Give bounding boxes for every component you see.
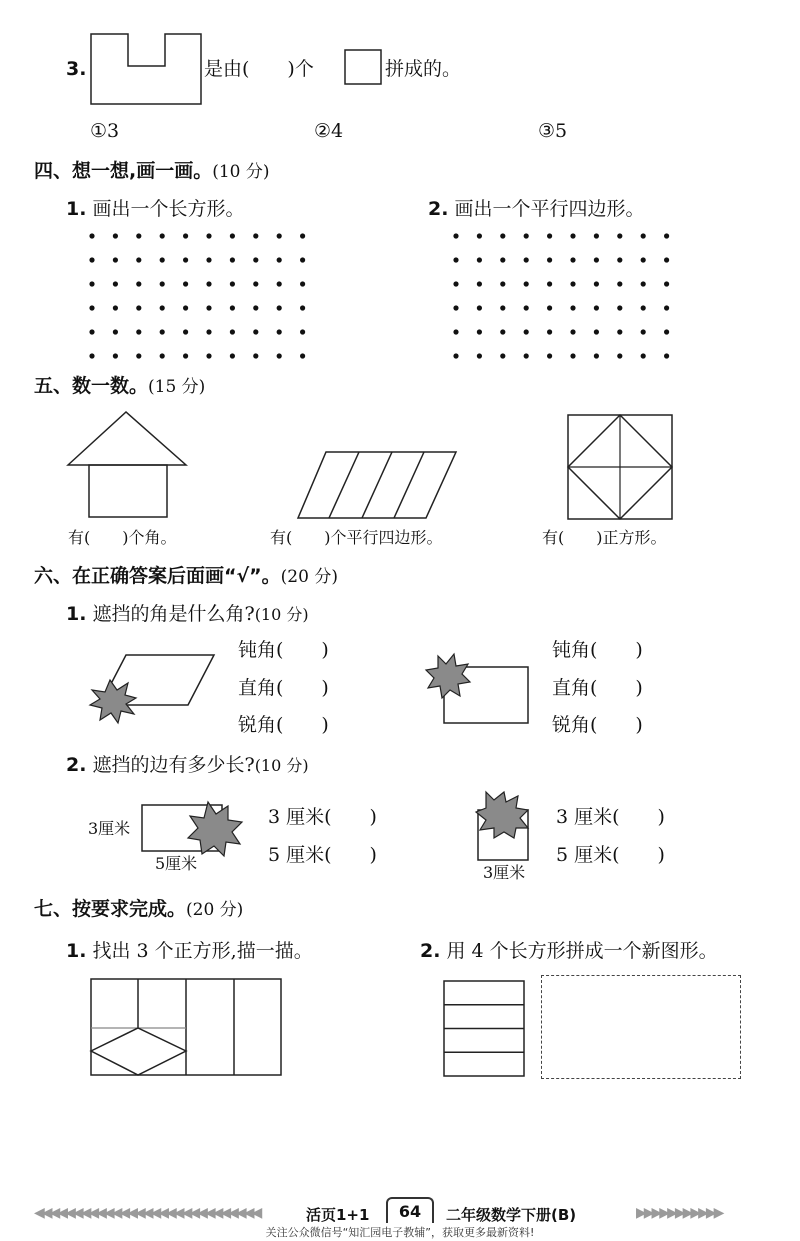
footer-bar bbox=[0, 1203, 800, 1225]
dot-grid-left[interactable] bbox=[84, 228, 314, 362]
grid-dot bbox=[183, 305, 188, 310]
grid-dot bbox=[300, 257, 305, 262]
grid-dot bbox=[524, 329, 529, 334]
q3-u-shape-figure bbox=[90, 33, 202, 105]
grid-dot bbox=[641, 329, 646, 334]
grid-dot bbox=[230, 305, 235, 310]
grid-dot bbox=[664, 305, 669, 310]
grid-dot bbox=[136, 305, 141, 310]
footer-chevrons-left-icon: ◀◀◀◀◀◀◀◀◀◀◀◀◀◀◀◀◀◀◀◀◀◀◀◀◀◀◀◀◀ bbox=[34, 1205, 260, 1221]
grid-dot bbox=[477, 233, 482, 238]
grid-dot bbox=[500, 329, 505, 334]
section4-title: 四、想一想,画一画。 bbox=[34, 160, 213, 182]
grid-dot bbox=[206, 233, 211, 238]
grid-dot bbox=[641, 257, 646, 262]
grid-dot bbox=[641, 353, 646, 358]
grid-dot bbox=[477, 329, 482, 334]
grid-dot bbox=[453, 257, 458, 262]
burst-cover-length-left bbox=[188, 802, 242, 856]
grid-dot bbox=[524, 281, 529, 286]
burst-cover-length-right bbox=[476, 792, 528, 838]
grid-dot bbox=[547, 329, 552, 334]
grid-dot bbox=[617, 233, 622, 238]
section6-q1-number: 1. bbox=[66, 603, 87, 625]
grid-dot bbox=[277, 257, 282, 262]
footer-note: 关注公众微信号“知汇园电子教辅”，获取更多最新资料! bbox=[265, 1226, 535, 1239]
grid-dot bbox=[617, 257, 622, 262]
grid-dot bbox=[136, 329, 141, 334]
grid-dot bbox=[277, 353, 282, 358]
grid-dot bbox=[206, 329, 211, 334]
grid-dot bbox=[113, 305, 118, 310]
section6-q2-left-choice-3cm[interactable]: 3 厘米( ) bbox=[268, 806, 377, 828]
grid-dot bbox=[477, 257, 482, 262]
grid-dot bbox=[453, 329, 458, 334]
grid-dot bbox=[664, 281, 669, 286]
grid-dot bbox=[664, 329, 669, 334]
house-figure bbox=[66, 410, 190, 520]
grid-dot bbox=[183, 353, 188, 358]
section7-q1-text: 找出 3 个正方形,描一描。 bbox=[92, 940, 313, 962]
find-squares-figure[interactable] bbox=[90, 978, 284, 1078]
grid-dot bbox=[594, 305, 599, 310]
grid-dot bbox=[206, 305, 211, 310]
grid-dot bbox=[500, 233, 505, 238]
grid-dot bbox=[89, 257, 94, 262]
grid-dot bbox=[617, 281, 622, 286]
grid-dot bbox=[230, 329, 235, 334]
section6-q1-right-choice-obtuse[interactable]: 钝角( ) bbox=[552, 639, 643, 661]
grid-dot bbox=[230, 257, 235, 262]
grid-dot bbox=[253, 305, 258, 310]
grid-dot bbox=[113, 233, 118, 238]
length-figure-rectangle bbox=[140, 800, 244, 860]
grid-dot bbox=[253, 329, 258, 334]
section6-q1-right-choice-right[interactable]: 直角( ) bbox=[552, 677, 643, 699]
grid-dot bbox=[664, 233, 669, 238]
q3-option-1: ①3 bbox=[90, 120, 120, 142]
grid-dot bbox=[277, 281, 282, 286]
grid-dot bbox=[453, 353, 458, 358]
grid-dot bbox=[524, 257, 529, 262]
grid-dot bbox=[183, 329, 188, 334]
section4-q1-number: 1. bbox=[66, 198, 87, 220]
grid-dot bbox=[524, 353, 529, 358]
q3-number: 3. bbox=[66, 58, 87, 80]
section6-q1-points: (10 分) bbox=[254, 605, 309, 624]
section7-heading bbox=[34, 900, 243, 919]
grid-dot bbox=[547, 305, 552, 310]
section5-caption-angles: 有( )个角。 bbox=[68, 528, 177, 547]
grid-dot bbox=[89, 281, 94, 286]
grid-dot bbox=[594, 353, 599, 358]
q3-unit-square bbox=[344, 49, 382, 85]
grid-dot bbox=[547, 257, 552, 262]
section7-q1 bbox=[66, 942, 313, 961]
section4-heading bbox=[34, 162, 270, 181]
section6-heading bbox=[34, 567, 338, 586]
section6-q1 bbox=[66, 605, 309, 624]
section6-q1-left-choice-obtuse[interactable]: 钝角( ) bbox=[238, 639, 329, 661]
grid-dot bbox=[664, 257, 669, 262]
grid-dot bbox=[300, 353, 305, 358]
section6-q2 bbox=[66, 756, 309, 775]
grid-dot bbox=[136, 353, 141, 358]
grid-dot bbox=[547, 281, 552, 286]
drawing-area-dashed[interactable] bbox=[541, 975, 741, 1079]
grid-dot bbox=[300, 233, 305, 238]
grid-dot bbox=[113, 329, 118, 334]
section4-q2-text: 画出一个平行四边形。 bbox=[454, 198, 645, 220]
grid-dot bbox=[500, 281, 505, 286]
section4-q2-number: 2. bbox=[428, 198, 449, 220]
grid-dot bbox=[594, 281, 599, 286]
angle-figure-rectangle bbox=[424, 652, 532, 726]
grid-dot bbox=[500, 257, 505, 262]
q3-text-b: 拼成的。 bbox=[385, 58, 462, 80]
length-figure-square bbox=[474, 790, 534, 862]
grid-dot bbox=[300, 305, 305, 310]
footer-chevrons-right-icon: ▶▶▶▶▶▶▶▶▶▶▶ bbox=[636, 1205, 722, 1221]
grid-dot bbox=[160, 305, 165, 310]
grid-dot bbox=[160, 233, 165, 238]
grid-dot bbox=[524, 305, 529, 310]
length-left-bottom-label: 5厘米 bbox=[155, 854, 198, 873]
grid-dot bbox=[617, 329, 622, 334]
grid-dot bbox=[277, 329, 282, 334]
grid-dot bbox=[500, 353, 505, 358]
grid-dot bbox=[206, 257, 211, 262]
section6-q1-left-choice-acute[interactable]: 锐角( ) bbox=[238, 714, 329, 736]
burst-cover-right bbox=[426, 654, 470, 698]
grid-dot bbox=[206, 281, 211, 286]
section5-caption-squares: 有( )正方形。 bbox=[542, 528, 667, 547]
grid-dot bbox=[113, 281, 118, 286]
length-left-side-label: 3厘米 bbox=[88, 819, 131, 838]
section4-q2 bbox=[428, 200, 645, 219]
grid-dot bbox=[183, 257, 188, 262]
section6-q2-right-choice-3cm[interactable]: 3 厘米( ) bbox=[556, 806, 665, 828]
grid-dot bbox=[453, 233, 458, 238]
grid-dot bbox=[594, 329, 599, 334]
grid-dot bbox=[570, 257, 575, 262]
grid-dot bbox=[160, 257, 165, 262]
grid-dot bbox=[230, 281, 235, 286]
grid-dot bbox=[570, 305, 575, 310]
grid-dot bbox=[230, 233, 235, 238]
grid-dot bbox=[160, 281, 165, 286]
grid-dot bbox=[570, 281, 575, 286]
grid-dot bbox=[136, 281, 141, 286]
grid-dot bbox=[183, 233, 188, 238]
grid-dot bbox=[113, 257, 118, 262]
grid-dot bbox=[453, 305, 458, 310]
grid-dot bbox=[617, 353, 622, 358]
grid-dot bbox=[641, 305, 646, 310]
section7-q2-number: 2. bbox=[420, 940, 441, 962]
length-right-bottom-label: 3厘米 bbox=[483, 863, 526, 882]
section6-q2-right-choice-5cm[interactable]: 5 厘米( ) bbox=[556, 844, 665, 866]
grid-dot bbox=[183, 281, 188, 286]
section5-points: (15 分) bbox=[148, 377, 206, 397]
q3-option-3: ③5 bbox=[538, 120, 568, 142]
grid-dot bbox=[253, 281, 258, 286]
grid-dot bbox=[570, 329, 575, 334]
grid-dot bbox=[136, 257, 141, 262]
grid-dot bbox=[664, 353, 669, 358]
grid-dot bbox=[477, 353, 482, 358]
grid-dot bbox=[160, 329, 165, 334]
grid-dot bbox=[547, 233, 552, 238]
section6-q2-number: 2. bbox=[66, 754, 87, 776]
grid-dot bbox=[547, 353, 552, 358]
section7-points: (20 分) bbox=[186, 900, 244, 920]
angle-figure-parallelogram bbox=[88, 650, 218, 730]
section4-q1-text: 画出一个长方形。 bbox=[92, 198, 245, 220]
four-rectangles-stack bbox=[443, 980, 525, 1078]
grid-dot bbox=[570, 233, 575, 238]
section7-title: 七、按要求完成。 bbox=[34, 898, 187, 920]
grid-dot bbox=[136, 233, 141, 238]
section6-q2-left-choice-5cm[interactable]: 5 厘米( ) bbox=[268, 844, 377, 866]
grid-dot bbox=[641, 281, 646, 286]
grid-dot bbox=[453, 281, 458, 286]
section6-q1-right-choice-acute[interactable]: 锐角( ) bbox=[552, 714, 643, 736]
section6-q1-text: 遮挡的角是什么角? bbox=[92, 603, 255, 625]
grid-dot bbox=[300, 329, 305, 334]
parallelogram-strip-figure bbox=[296, 450, 460, 520]
dot-grid-right[interactable] bbox=[448, 228, 678, 362]
grid-dot bbox=[89, 353, 94, 358]
grid-dot bbox=[230, 353, 235, 358]
grid-dot bbox=[594, 257, 599, 262]
grid-dot bbox=[253, 257, 258, 262]
section6-title: 六、在正确答案后面画“√”。 bbox=[34, 565, 281, 587]
section4-q1 bbox=[66, 200, 245, 219]
grid-dot bbox=[277, 233, 282, 238]
grid-dot bbox=[89, 329, 94, 334]
grid-dot bbox=[89, 233, 94, 238]
grid-dot bbox=[300, 281, 305, 286]
grid-dot bbox=[253, 233, 258, 238]
section7-q2-text: 用 4 个长方形拼成一个新图形。 bbox=[446, 940, 718, 962]
grid-dot bbox=[594, 233, 599, 238]
q3-option-2: ②4 bbox=[314, 120, 344, 142]
section5-heading bbox=[34, 377, 205, 396]
grid-dot bbox=[89, 305, 94, 310]
grid-dot bbox=[113, 353, 118, 358]
footer-page-number: 64 bbox=[386, 1197, 434, 1223]
section6-q2-points: (10 分) bbox=[254, 756, 309, 775]
square-diamond-figure bbox=[566, 413, 674, 521]
grid-dot bbox=[524, 233, 529, 238]
grid-dot bbox=[277, 305, 282, 310]
grid-dot bbox=[570, 353, 575, 358]
grid-dot bbox=[253, 353, 258, 358]
footer-subject: 二年级数学下册(B) bbox=[446, 1206, 577, 1224]
grid-dot bbox=[641, 233, 646, 238]
section4-points: (10 分) bbox=[212, 162, 270, 182]
burst-cover-left bbox=[90, 680, 136, 723]
grid-dot bbox=[477, 281, 482, 286]
section5-caption-parallelograms: 有( )个平行四边形。 bbox=[270, 528, 443, 547]
section6-q2-text: 遮挡的边有多少长? bbox=[92, 754, 255, 776]
section7-q1-number: 1. bbox=[66, 940, 87, 962]
section7-q2 bbox=[420, 942, 718, 961]
footer-book-name: 活页1+1 bbox=[306, 1206, 370, 1224]
grid-dot bbox=[160, 353, 165, 358]
grid-dot bbox=[617, 305, 622, 310]
section6-points: (20 分) bbox=[280, 567, 338, 587]
grid-dot bbox=[477, 305, 482, 310]
grid-dot bbox=[206, 353, 211, 358]
q3-text-a: 是由( )个 bbox=[204, 58, 314, 80]
section6-q1-left-choice-right[interactable]: 直角( ) bbox=[238, 677, 329, 699]
section5-title: 五、数一数。 bbox=[34, 375, 149, 397]
grid-dot bbox=[500, 305, 505, 310]
